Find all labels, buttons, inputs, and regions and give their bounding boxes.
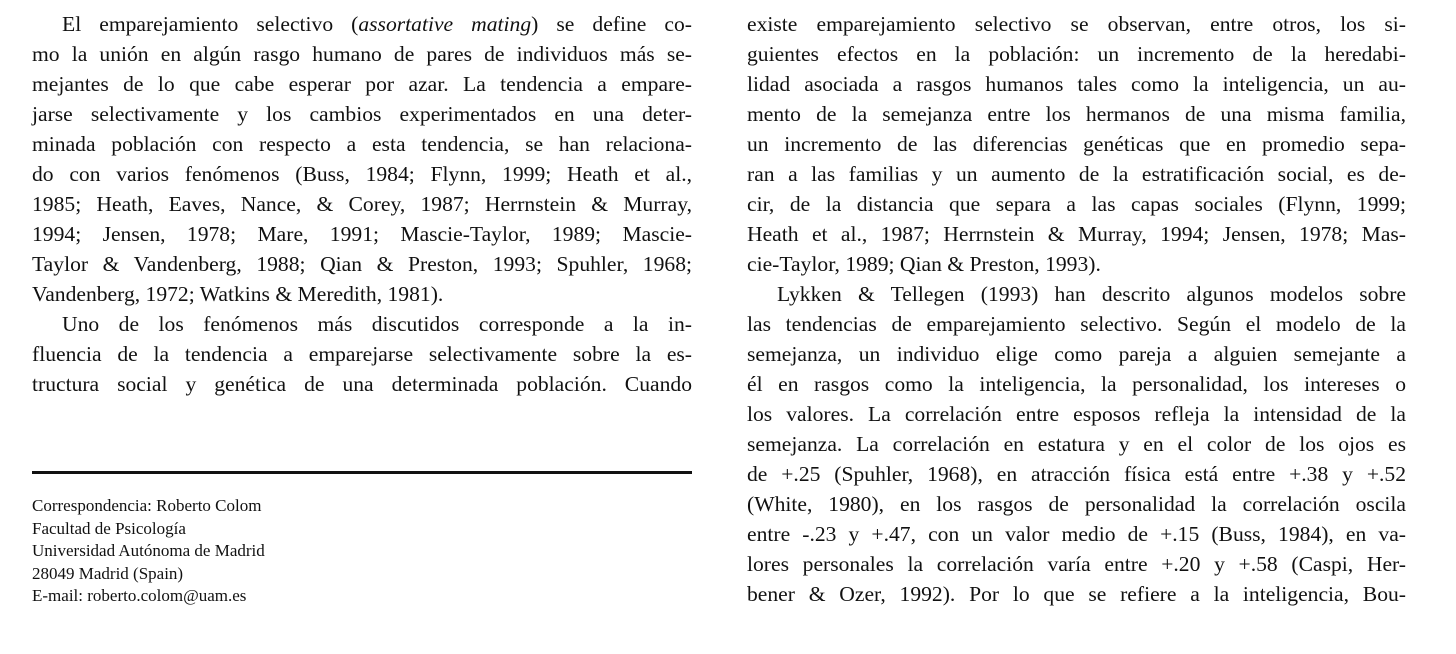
correspondence-name: Correspondencia: Roberto Colom — [32, 496, 262, 515]
text-line: ran a las familias y un aumento de la estratificación social, es de- — [747, 162, 1406, 186]
text-line: lores personales la correlación varía entre +.20 y +.58 (Caspi, Her- — [747, 552, 1406, 576]
text-line: de +.25 (Spuhler, 1968), en atracción física está entre +.38 y +.52 — [747, 462, 1406, 486]
left-column — [32, 9, 692, 399]
paragraph-assortative-mating-definition — [32, 9, 692, 309]
text-line: Uno de los fenómenos más discutidos corresponde a la in- — [62, 312, 692, 336]
text-line: (White, 1980), en los rasgos de personalidad la correlación oscila — [747, 492, 1406, 516]
text-line: Taylor & Vandenberg, 1988; Qian & Preston, 1993; Spuhler, 1968; — [32, 252, 692, 276]
text-line: Vandenberg, 1972; Watkins & Meredith, 1981). — [32, 282, 444, 306]
text-line: cir, de la distancia que separa a las capas sociales (Flynn, 1999; — [747, 192, 1406, 216]
text-line: do con varios fenómenos (Buss, 1984; Flynn, 1999; Heath et al., — [32, 162, 692, 186]
text-line: semejanza. La correlación en estatura y en el color de los ojos es — [747, 432, 1406, 456]
paragraph-discussed-phenomena — [32, 309, 692, 399]
correspondence-email: E-mail: roberto.colom@uam.es — [32, 586, 247, 605]
text-line: los valores. La correlación entre esposos refleja la intensidad de la — [747, 402, 1406, 426]
paragraph-population-effects — [747, 9, 1406, 279]
text-line: 1994; Jensen, 1978; Mare, 1991; Mascie-Taylor, 1989; Mascie- — [32, 222, 692, 246]
text-line: El emparejamiento selectivo (assortative mating) se define co- — [62, 12, 692, 36]
footnote-divider — [32, 471, 692, 474]
correspondence-university: Universidad Autónoma de Madrid — [32, 541, 265, 560]
text-line: las tendencias de emparejamiento selectivo. Según el modelo de la — [747, 312, 1406, 336]
text-line: bener & Ozer, 1992). Por lo que se refiere a la inteligencia, Bou- — [747, 582, 1406, 606]
text-line: lidad asociada a rasgos humanos tales como la inteligencia, un au- — [747, 72, 1406, 96]
right-column — [747, 9, 1406, 609]
text-line: 1985; Heath, Eaves, Nance, & Corey, 1987; Herrnstein & Murray, — [32, 192, 692, 216]
text-line: jarse selectivamente y los cambios experimentados en una deter- — [32, 102, 692, 126]
text-line: Lykken & Tellegen (1993) han descrito algunos modelos sobre — [777, 282, 1406, 306]
text-line: guientes efectos en la población: un incremento de la heredabi- — [747, 42, 1406, 66]
text-line: mejantes de lo que cabe esperar por azar. La tendencia a empare- — [32, 72, 692, 96]
correspondence-faculty: Facultad de Psicología — [32, 518, 186, 538]
text-line: él en rasgos como la inteligencia, la personalidad, los intereses o — [747, 372, 1406, 396]
text-line: fluencia de la tendencia a emparejarse selectivamente sobre la es- — [32, 342, 692, 366]
text-line: mo la unión en algún rasgo humano de pares de individuos más se- — [32, 42, 692, 66]
correspondence-address: 28049 Madrid (Spain) — [32, 563, 184, 583]
text-line: tructura social y genética de una determinada población. Cuando — [32, 372, 692, 396]
text-line: cie-Taylor, 1989; Qian & Preston, 1993). — [747, 252, 1101, 276]
correspondence-footnote — [32, 495, 265, 608]
text-line: mento de la semejanza entre los hermanos de una misma familia, — [747, 102, 1406, 126]
text-line: un incremento de las diferencias genéticas que en promedio sepa- — [747, 132, 1406, 156]
paragraph-lykken-tellegen-models — [747, 279, 1406, 609]
text-line: semejanza, un individuo elige como pareja a alguien semejante a — [747, 342, 1406, 366]
italic-term: assortative mating — [358, 12, 532, 36]
text-line: entre -.23 y +.47, con un valor medio de +.15 (Buss, 1984), en va- — [747, 522, 1406, 546]
text-line: existe emparejamiento selectivo se observan, entre otros, los si- — [747, 12, 1406, 36]
text-line: minada población con respecto a esta tendencia, se han relaciona- — [32, 132, 692, 156]
text-line: Heath et al., 1987; Herrnstein & Murray, 1994; Jensen, 1978; Mas- — [747, 222, 1406, 246]
